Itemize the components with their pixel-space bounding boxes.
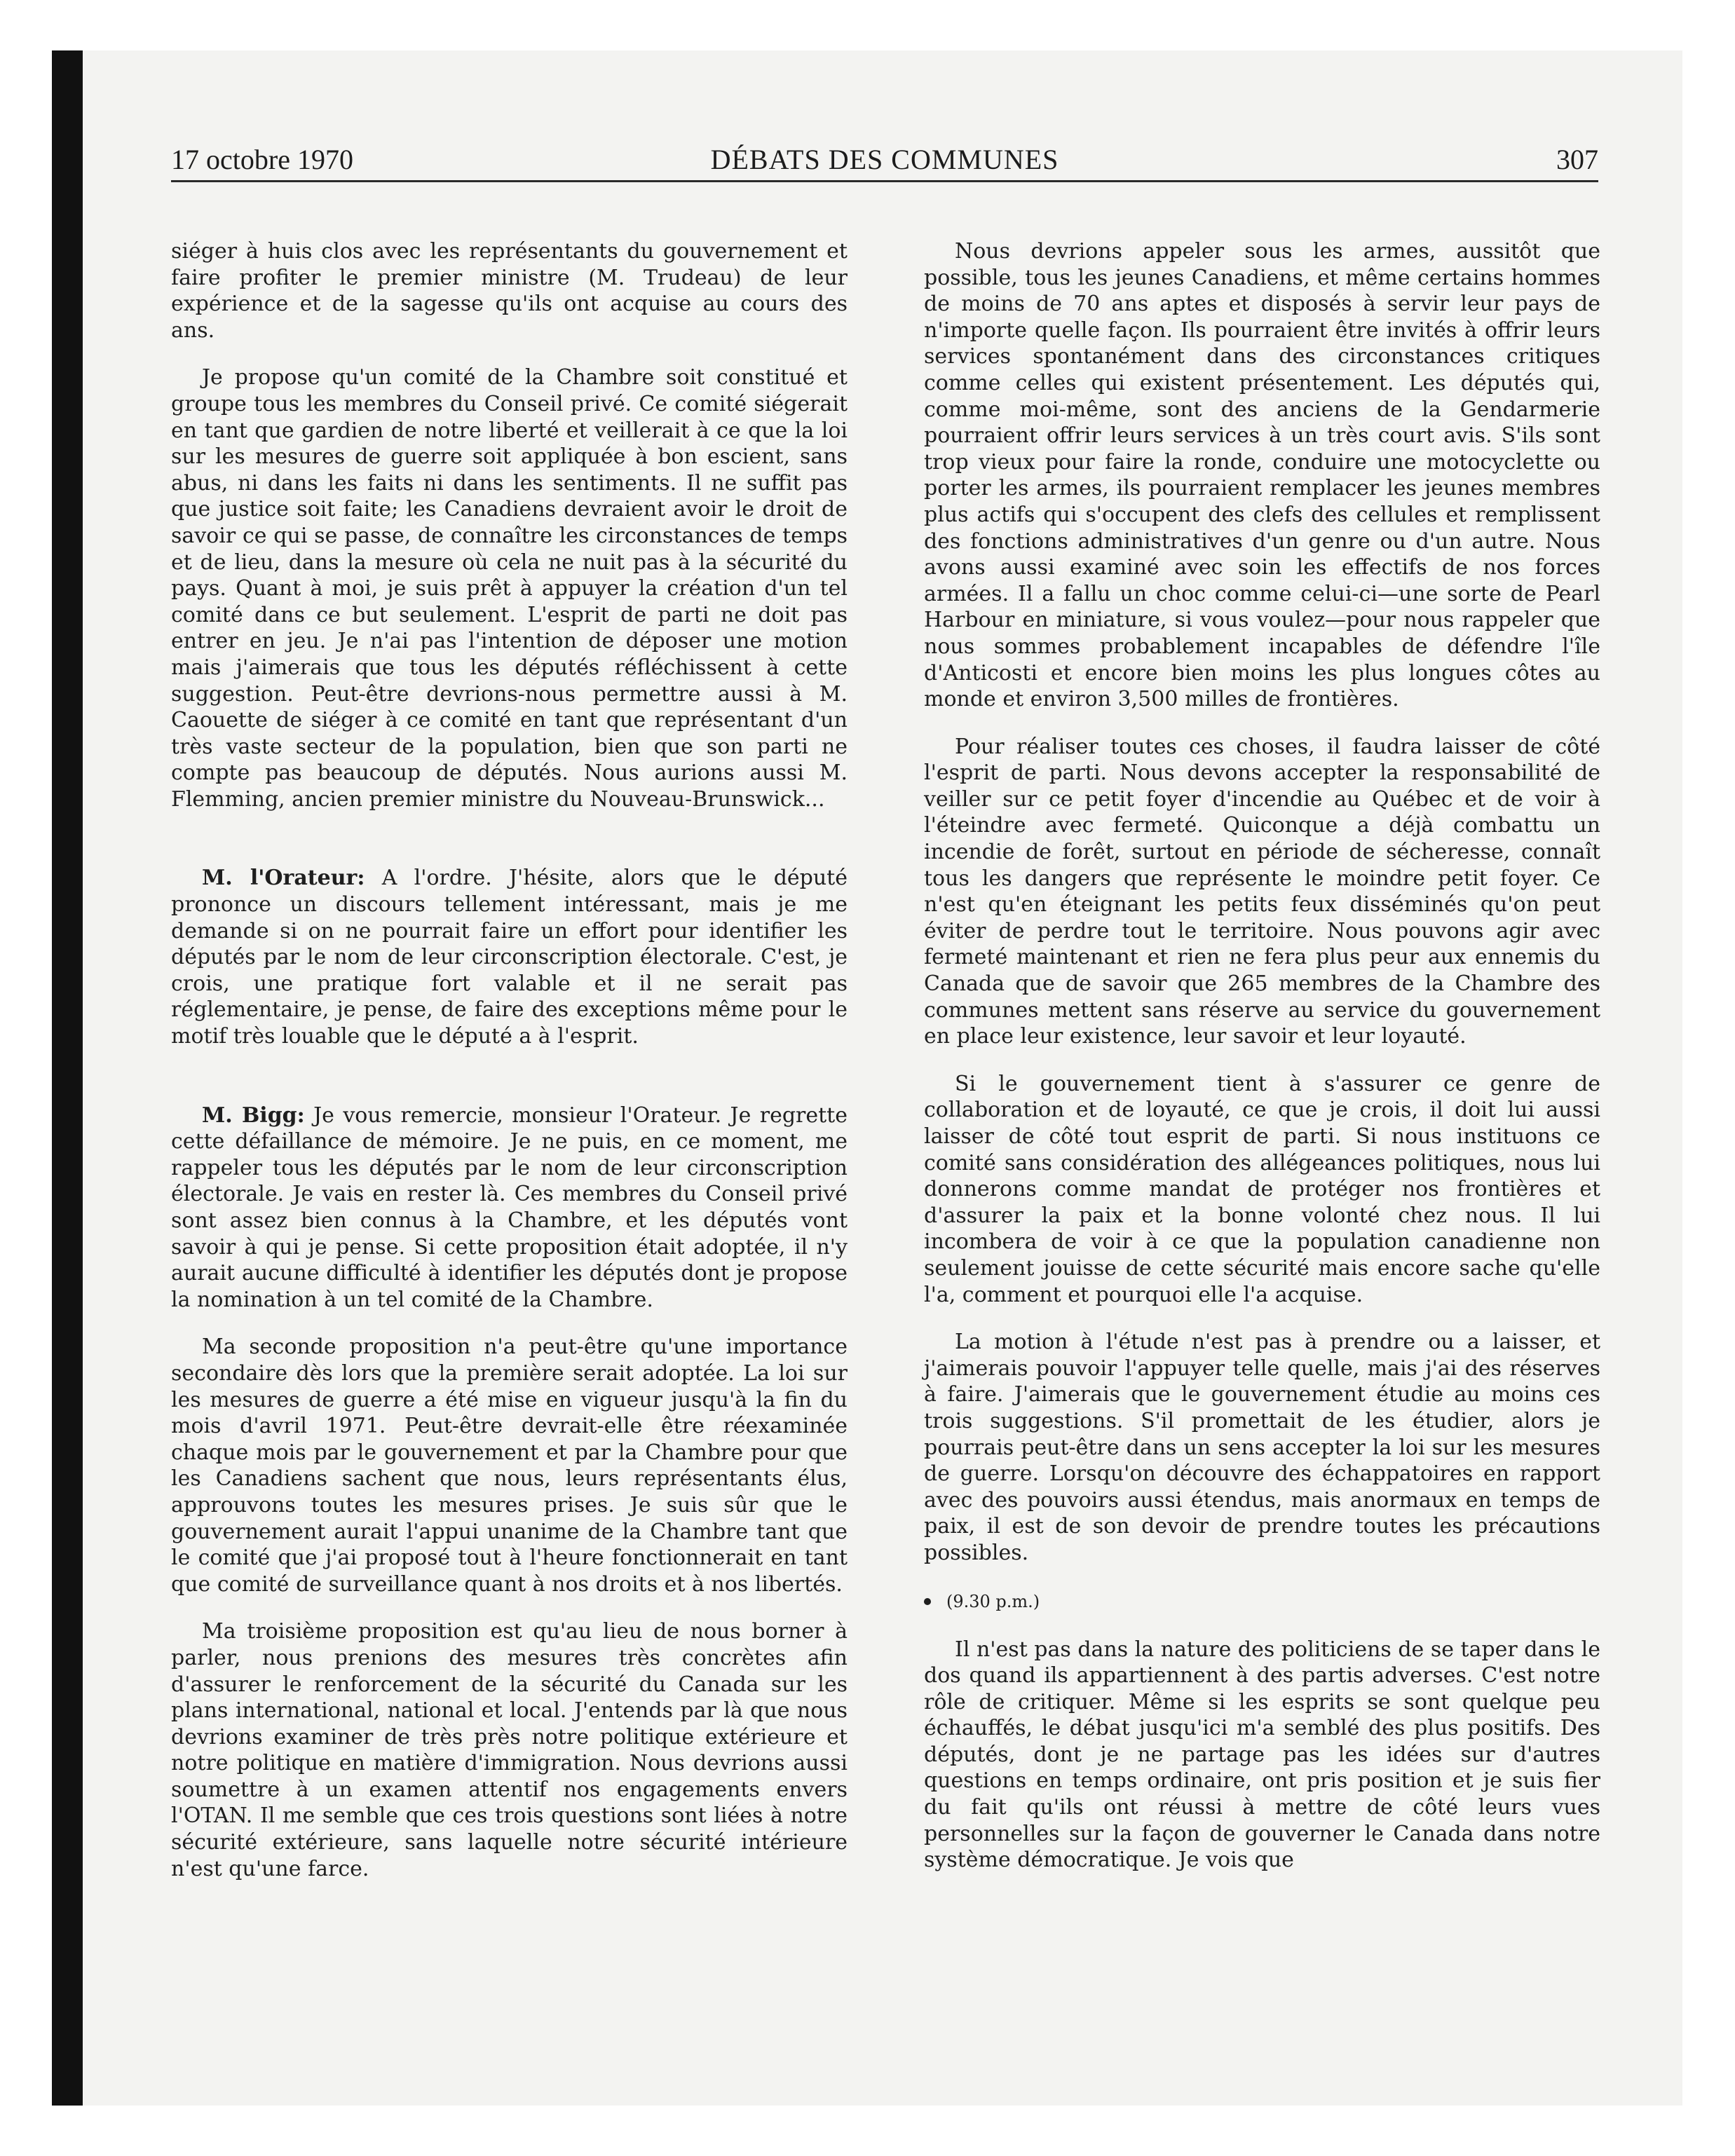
page-number: 307 [1556,144,1598,175]
paragraph: Je propose qu'un comité de la Chambre soit constitué et groupe tous les membres du Conseil privé. Ce comité siégerait en tant que gardien de notre liberté et veillerait à ce que la loi sur les mesures de guerre soit appliquée à bon escient, sans abus, ni dans les faits ni dans les sentiments. Il ne suffit pas que justice soit faite; les Canadiens devraient avoir le droit de savoir ce qui se passe, de connaître les circonstances de temps et de lieu, dans la mesure où cela ne nuit pas à la sécurité du pays. Quant à moi, je suis prêt à appuyer la création d'un tel comité dans ce but seulement. L'esprit de parti ne doit pas entrer en jeu. Je n'ai pas l'intention de déposer une motion mais j'aimerais que tous les députés réfléchissent à cette suggestion. Peut-être devrions-nous permettre aussi à M. Caouette de siéger à ce comité en tant que représentant d'un très vaste secteur de la population, bien que son parti ne compte pas beaucoup de députés. Nous aurions aussi M. Flemming, ancien premier ministre du Nouveau-Brunswick... [171,365,848,812]
time-marker [924,1588,1600,1616]
scan-edge-bar [52,50,83,2106]
paragraph: La motion à l'étude n'est pas à prendre ou a laisser, et j'aimerais pouvoir l'appuyer telle quelle, mais j'ai des réserves à faire. J'aimerais que le gouvernement étudie au moins ces trois suggestions. S'il promettait de les étudier, alors je pourrais peut-être dans un sens accepter la loi sur les mesures de guerre. Lorsqu'on découvre des échappatoires en rapport avec des pouvoirs aussi étendus, mais anormaux en temps de paix, il est de son devoir de prendre toutes les précautions possibles. [924,1330,1600,1565]
paragraph: siéger à huis clos avec les représentants du gouvernement et faire profiter le premier ministre (M. Trudeau) de leur expérience et de la sagesse qu'ils ont acquise au cours des ans. [171,239,848,343]
speaker-name: M. Bigg: [202,1103,305,1128]
header-title: DÉBATS DES COMMUNES [710,144,1059,175]
paragraph: Si le gouvernement tient à s'assurer ce genre de collaboration et de loyauté, ce que je crois, il doit lui aussi laisser de côté tout esprit de parti. Si nous instituons ce comité sans considération des allégeances politiques, nous lui donnerons comme mandat de protéger nos frontières et d'assurer la paix et la bonne volonté chez nous. Il lui incombera de voir à ce que la population canadienne non seulement jouisse de cette sécurité mais encore sache qu'elle l'a, comment et pourquoi elle l'a acquise. [924,1071,1600,1307]
speaker-name: M. l'Orateur: [202,866,365,891]
running-head [171,140,1598,179]
paragraph: Il n'est pas dans la nature des politiciens de se taper dans le dos quand ils appartiennent à des partis adverses. C'est notre rôle de critiquer. Même si les esprits se sont quelque peu échauffés, le débat jusqu'ici m'a semblé des plus positifs. Des députés, dont je ne partage pas les idées sur d'autres questions en temps ordinaire, ont pris position et je suis fier du fait qu'ils ont réussi à mettre de côté leurs vues personnelles sur la façon de gouverner le Canada dans notre système démocratique. Je vois que [924,1637,1600,1873]
speech-text: Je vous remercie, monsieur l'Orateur. Je regrette cette défaillance de mémoire. Je ne puis, en ce moment, me rappeler tous les députés par le nom de leur circonscription électorale. Je vais en rester là. Ces membres du Conseil privé sont assez bien connus à la Chambre, et les députés vont savoir à qui je pense. Si cette proposition était adoptée, il n'y aurait aucune difficulté à identifier les députés dont je propose la nomination à un tel comité de la Chambre. [171,1103,848,1312]
timestamp: (9.30 p.m.) [946,1591,1040,1611]
speech-bigg [171,1103,848,1314]
paragraph: Pour réaliser toutes ces choses, il faudra laisser de côté l'esprit de parti. Nous devons accepter la responsabilité de veiller sur ce petit foyer d'incendie au Québec et de voir à l'éteindre avec fermeté. Quiconque a déjà combattu un incendie de forêt, surtout en période de sécheresse, connaît tous les dangers que représente le moindre petit foyer. Ce n'est qu'en éteignant les petits feux disséminés qu'on peut éviter de perdre tout le territoire. Nous pouvons agir avec fermeté maintenant et rien ne fera plus peur aux ennemis du Canada que de savoir que 265 membres de la Chambre des communes mettent sans réserve au service du gouvernement en place leur existence, leur savoir et leur loyauté. [924,734,1600,1049]
header-date: 17 octobre 1970 [171,144,353,175]
paragraph: Ma troisième proposition est qu'au lieu de nous borner à parler, nous prenions des mesures très concrètes afin d'assurer le renforcement de la sécurité du Canada sur les plans international, national et local. J'entends par là que nous devrions examiner de très près notre politique extérieure et notre politique en matière d'immigration. Nous devrions aussi soumettre à un examen attentif nos engagements envers l'OTAN. Il me semble que ces trois questions sont liées à notre sécurité extérieure, sans laquelle notre sécurité intérieure n'est qu'une farce. [171,1619,848,1881]
speech-text: A l'ordre. J'hésite, alors que le député prononce un discours tellement intéressant, mais je me demande si on ne pourrait faire un effort pour identifier les députés par le nom de leur circonscription électorale. C'est, je crois, une pratique fort valable et il ne serait pas réglementaire, je pense, de faire des exceptions même pour le motif très louable que le député a à l'esprit. [171,866,848,1049]
right-column [924,238,1600,1895]
speech-orateur [171,865,848,1049]
bullet-icon [924,1598,931,1605]
paragraph: Ma seconde proposition n'a peut-être qu'une importance secondaire dès lors que la première serait adoptée. La loi sur les mesures de guerre a été mise en vigueur jusqu'à la fin du mois d'avril 1971. Peut-être devrait-elle être réexaminée chaque mois par le gouvernement et par la Chambre pour que les Canadiens sachent que nous, leurs représentants élus, approuvons toutes les mesures prises. Je suis sûr que le gouvernement aurait l'appui unanime de la Chambre tant que le comité que j'ai proposé tout à l'heure fonctionnerait en tant que comité de surveillance quant à nos droits et à nos libertés. [171,1335,848,1597]
header-rule [171,180,1598,182]
left-column [171,238,848,1903]
paragraph: Nous devrions appeler sous les armes, aussitôt que possible, tous les jeunes Canadiens, et même certains hommes de moins de 70 ans aptes et disposés à servir leur pays de n'importe quelle façon. Ils pourraient être invités à offrir leurs services spontanément dans des circonstances critiques comme celles qui existent présentement. Les députés qui, comme moi-même, sont des anciens de la Gendarmerie pourraient offrir leurs services à un très court avis. S'ils sont trop vieux pour faire la ronde, conduire une motocyclette ou porter les armes, ils pourraient remplacer les jeunes membres plus actifs qui s'occupent des clefs des cellules et remplissent des fonctions administratives d'un genre ou d'un autre. Nous avons aussi examiné avec soin les effectifs de nos forces armées. Il a fallu un choc comme celui-ci—une sorte de Pearl Harbour en miniature, si vous voulez—pour nous rappeler que nous sommes probablement incapables de défendre l'île d'Anticosti et encore bien moins les plus longues côtes au monde et environ 3,500 milles de frontières. [924,239,1600,712]
